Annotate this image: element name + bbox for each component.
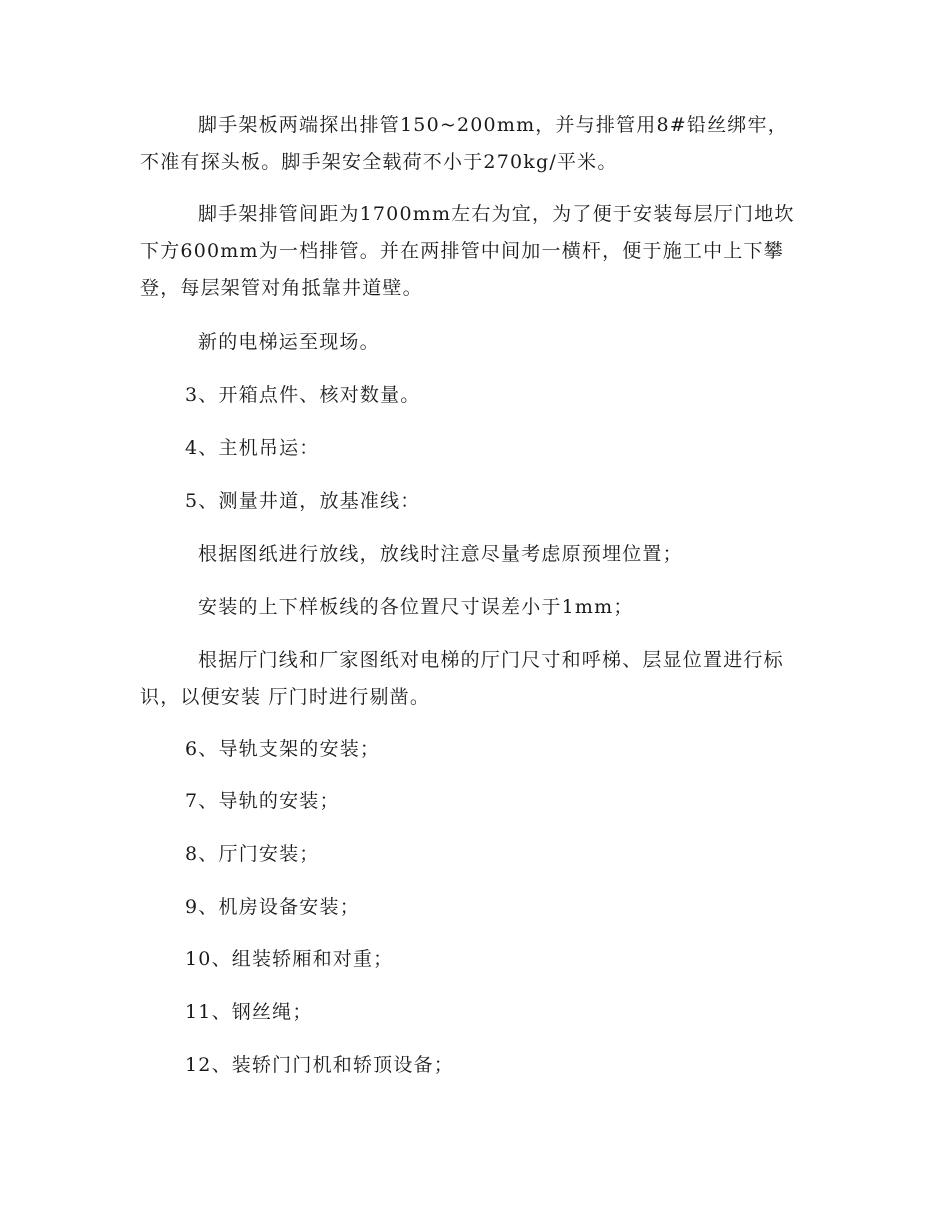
paragraph-layout-by-drawing: 根据图纸进行放线，放线时注意尽量考虑原预埋位置；: [198, 543, 683, 565]
list-item-step-11: 11、钢丝绳；: [185, 1001, 313, 1023]
list-item-step-12: 12、装轿门门机和轿顶设备；: [185, 1054, 454, 1076]
list-item-step-9: 9、机房设备安装；: [185, 896, 360, 918]
list-item-step-3: 3、开箱点件、核对数量。: [185, 384, 421, 406]
paragraph-template-tolerance: 安装的上下样板线的各位置尺寸误差小于1mm；: [198, 596, 634, 618]
paragraph-door-marking: 根据厅门线和厂家图纸对电梯的厅门尺寸和呼梯、层显位置进行标识，以便安装 厅门时进行剔凿。: [140, 649, 784, 708]
list-item-step-5: 5、测量井道，放基准线：: [185, 490, 421, 512]
list-item-step-10: 10、组装轿厢和对重；: [185, 948, 394, 970]
list-item-step-7: 7、导轨的安装；: [185, 790, 340, 812]
list-item-step-6: 6、导轨支架的安装；: [185, 738, 381, 760]
paragraph-scaffold-spacing: 脚手架排管间距为1700mm左右为宜，为了便于安装每层厅门地坎下方600mm为一档排管。并在两排管中间加一横杆，便于施工中上下攀登，每层架管对角抵靠井道壁。: [140, 203, 795, 299]
paragraph-scaffold-board: 脚手架板两端探出排管150~200mm，并与排管用8#铅丝绑牢，不准有探头板。脚手架安全载荷不小于270kg/平米。: [140, 114, 788, 173]
paragraph-elevator-delivery: 新的电梯运至现场。: [198, 331, 380, 353]
list-item-step-4: 4、主机吊运：: [185, 437, 320, 459]
list-item-step-8: 8、厅门安装；: [185, 843, 320, 865]
